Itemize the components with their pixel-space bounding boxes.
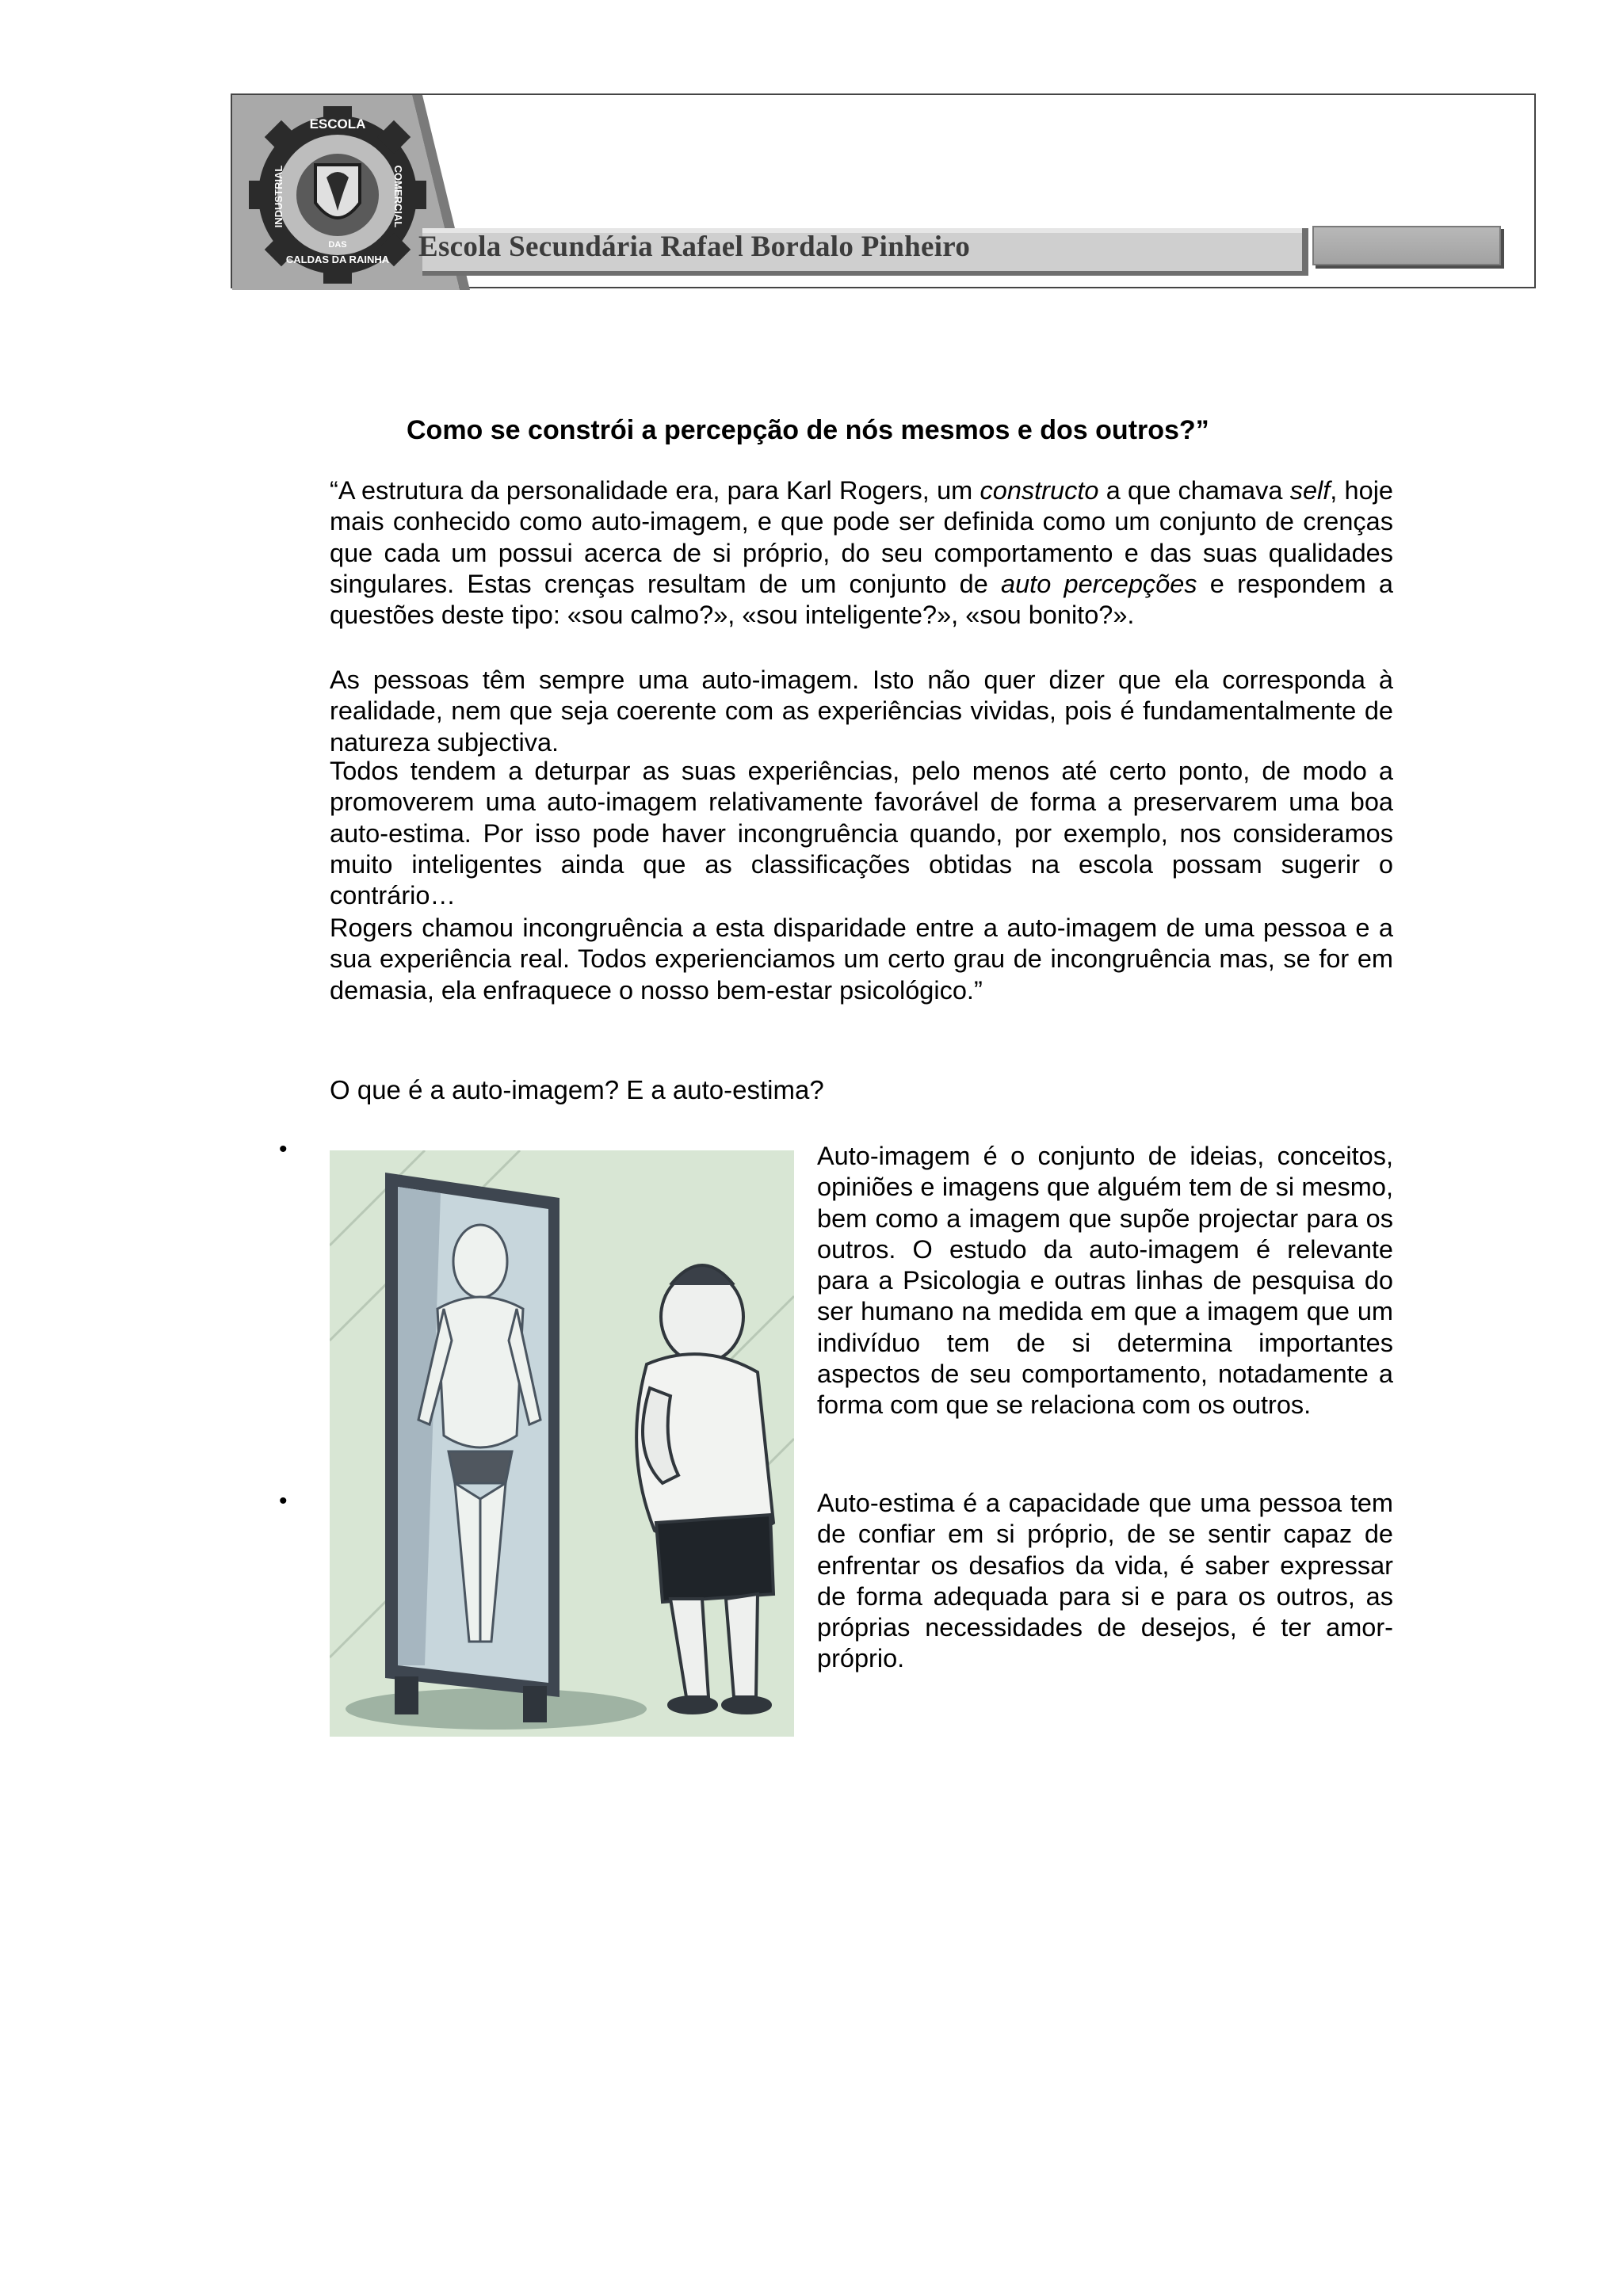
paragraph-self-concept (330, 475, 1393, 631)
term-self: self (1289, 476, 1331, 505)
text-run: , hoje mais conhecido como auto-imagem, e que pode ser definida como um conjunto de crenças que cada um possui acerca de si próprio, do seu comportamento e das suas qualidades singulares. Estas crenças resultam de um conjunto de (330, 476, 1394, 598)
text-run: “A estrutura da personalidade era, para Karl Rogers, um (330, 476, 980, 505)
paragraph-distortion: Todos tendem a deturpar as suas experiências, pelo menos até certo ponto, de modo a promoverem uma auto-imagem relativamente favorável de forma a preservarem uma boa auto-estima. Por isso pode haver incongruência quando, por exemplo, nos consideramos muito inteligentes ainda que as classificações obtidas na escola possam sugerir o contrário… (330, 757, 1393, 910)
bullet-marker: • (279, 1136, 288, 1162)
text-run: a que chamava (1098, 476, 1290, 505)
bullet-marker: • (279, 1488, 288, 1514)
paragraph-self-image: As pessoas têm sempre uma auto-imagem. Isto não quer dizer que ela corresponda à realidade, nem que seja coerente com as experiências vividas, pois é fundamentalmente de natureza subjectiva. (330, 666, 1393, 757)
question-line: O que é a auto-imagem? E a auto-estima? (330, 1075, 824, 1104)
school-logo (244, 100, 434, 290)
document-title: Como se constrói a percepção de nós mesmos e dos outros?” (407, 415, 1209, 445)
bullet-text-auto-imagem: Auto-imagem é o conjunto de ideias, conceitos, opiniões e imagens que alguém tem de si mesmo, bem como a imagem que supõe projectar para os outros. O estudo da auto-imagem é relevante para a Psicologia e outras linhas de pesquisa do ser humano na medida em que a imagem que um indivíduo tem de si determina importantes aspectos de seu comportamento, notadamente a forma com que se relaciona com os outros. (817, 1142, 1393, 1420)
text-run: e respondem a questões deste tipo: «sou calmo?», «sou inteligente?», «sou bonito?». (330, 569, 1393, 630)
paragraph-incongruence: Rogers chamou incongruência a esta disparidade entre a auto-imagem de uma pessoa e a sua experiência real. Todos experienciamos um certo grau de incongruência mas, se for em demasia, ela enfraquece o nosso bem-estar psicológico.” (330, 913, 1393, 1005)
school-name: Escola Secundária Rafael Bordalo Pinheiro (418, 231, 971, 263)
logo-text-left: INDUSTRIAL (273, 165, 285, 228)
mirror-cartoon-image (330, 1150, 794, 1737)
logo-text-top: ESCOLA (309, 116, 366, 132)
header-tab (1312, 226, 1501, 265)
logo-text-bottom: CALDAS DA RAINHA (285, 254, 390, 265)
term-constructo: constructo (980, 476, 1099, 505)
logo-text-middle: DAS (328, 240, 347, 250)
bullet-text-auto-estima: Auto-estima é a capacidade que uma pessoa tem de confiar em si próprio, de se sentir capaz de enfrentar os desafios da vida, é saber expressar de forma adequada para si e para os outros, as próprias necessidades de desejos, é ter amor-próprio. (817, 1489, 1393, 1673)
logo-text-right: COMERCIAL (392, 165, 404, 228)
term-auto-percepcoes: auto percepções (1001, 569, 1197, 598)
